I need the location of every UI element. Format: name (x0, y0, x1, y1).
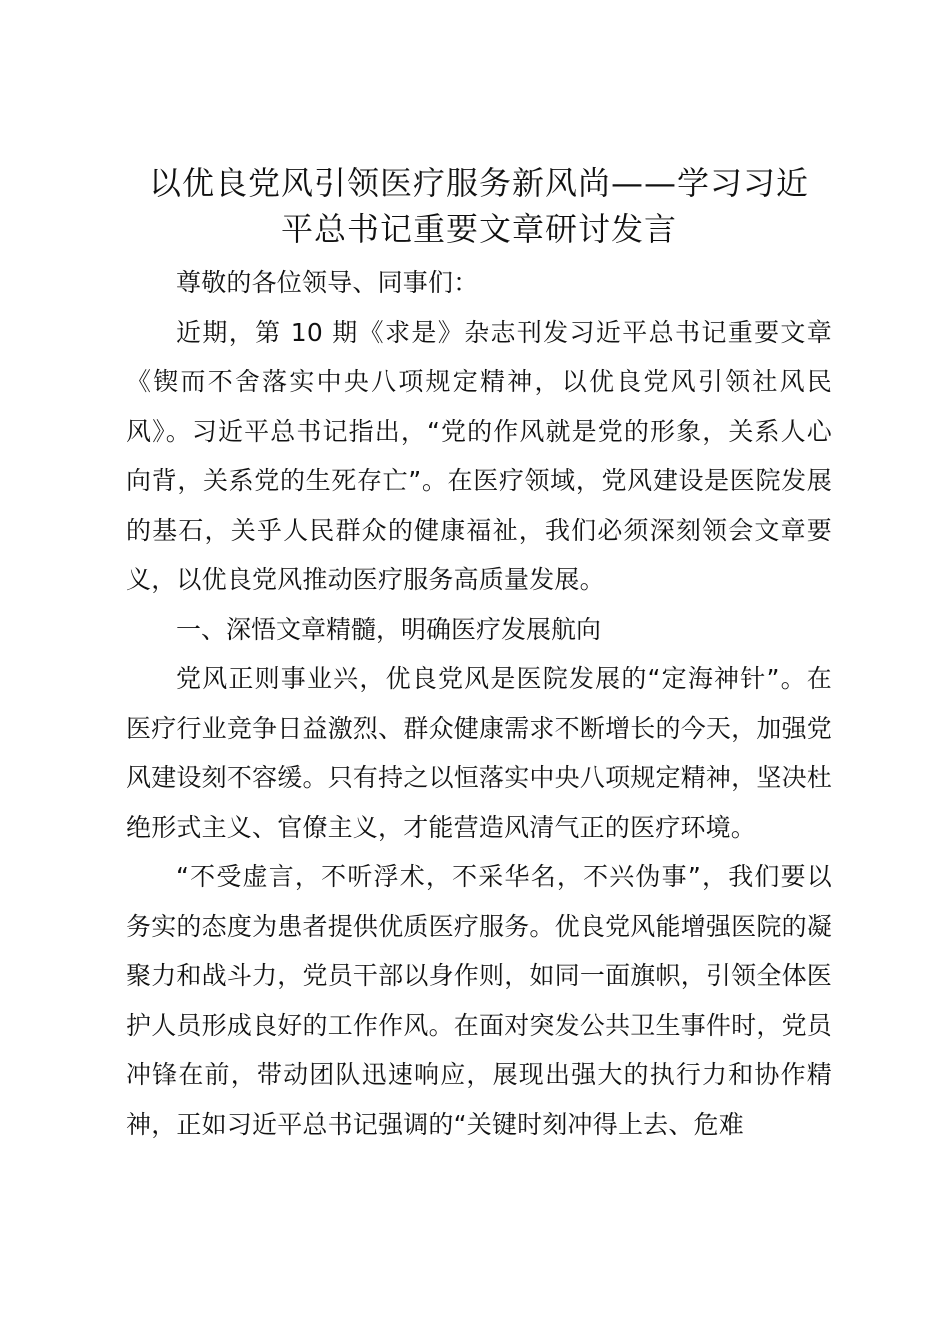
title-line-1: 以优良党风引领医疗服务新风尚——学习习近 (148, 164, 809, 202)
document-title (126, 160, 832, 252)
salutation: 尊敬的各位领导、同事们： (176, 268, 479, 297)
title-line-2: 平总书记重要文章研讨发言 (280, 210, 677, 248)
section-1-heading: 一、深悟文章精髓，明确医疗发展航向 (176, 614, 602, 644)
document-body (126, 258, 832, 1149)
section-1-paragraph-1: 党风正则事业兴，优良党风是医院发展的“定海神针”。在医疗行业竞争日益激烈、群众健康需求不断增长的今天，加强党风建设刻不容缓。只有持之以恒落实中央八项规定精神，坚决杜绝形式主义、官僚主义，才能营造风清气正的医疗环境。 (126, 664, 832, 842)
section-1-paragraph-2: “不受虚言，不听浮术，不采华名，不兴伪事”，我们要以务实的态度为患者提供优质医疗服务。优良党风能增强医院的凝聚力和战斗力，党员干部以身作则，如同一面旗帜，引领全体医护人员形成良好的工作作风。在面对突发公共卫生事件时，党员冲锋在前，带动团队迅速响应，展现出强大的执行力和协作精神，正如习近平总书记强调的“关键时刻冲得上去、危难 (126, 862, 832, 1139)
intro-paragraph: 近期，第 10 期《求是》杂志刊发习近平总书记重要文章《锲而不舍落实中央八项规定精神，以优良党风引领社风民风》。习近平总书记指出，“党的作风就是党的形象，关系人心向背，关系党的生死存亡”。在医疗领域，党风建设是医院发展的基石，关乎人民群众的健康福祉，我们必须深刻领会文章要义，以优良党风推动医疗服务高质量发展。 (126, 317, 832, 594)
